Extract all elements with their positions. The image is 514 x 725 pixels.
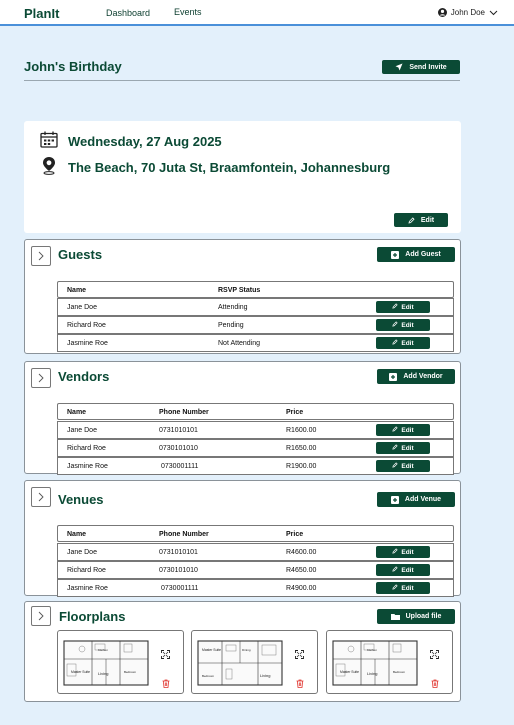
- edit-label: Edit: [401, 566, 414, 574]
- edit-label: Edit: [401, 584, 414, 592]
- table-row: [57, 316, 454, 334]
- vendors-title: Vendors: [58, 369, 110, 384]
- column-header-price: Price: [286, 531, 304, 538]
- event-title: John's Birthday: [24, 59, 122, 74]
- table-row: [57, 298, 454, 316]
- plan-room-label: Bedroom: [124, 670, 137, 674]
- expand-icon[interactable]: [295, 646, 304, 664]
- edit-vendor-button[interactable]: [376, 442, 430, 454]
- guests-title: Guests: [58, 247, 103, 262]
- chevron-right-icon: [38, 373, 44, 383]
- pencil-icon: [392, 566, 398, 574]
- table-row: [57, 543, 454, 561]
- floorplan-card[interactable]: [326, 630, 453, 694]
- user-menu[interactable]: [438, 8, 498, 17]
- edit-vendor-button[interactable]: [376, 460, 430, 472]
- plus-square-icon: [389, 373, 397, 381]
- venue-phone: 0730101010: [159, 567, 198, 574]
- edit-venue-button[interactable]: [376, 546, 430, 558]
- vendor-name: Jasmine Roe: [67, 463, 108, 470]
- send-icon: [395, 63, 403, 71]
- vendor-price: R1600.00: [286, 427, 317, 434]
- expand-icon[interactable]: [161, 646, 170, 664]
- nav-link-events[interactable]: Events: [174, 7, 202, 17]
- add-vendor-button[interactable]: [377, 369, 455, 384]
- plan-room-label: Living: [367, 671, 378, 676]
- venues-section: [24, 480, 461, 596]
- event-location-row: [40, 156, 390, 178]
- floorplan-thumbnail: [196, 637, 284, 691]
- vendor-phone: 0731010101: [159, 427, 198, 434]
- chevron-down-icon: [489, 10, 498, 16]
- app-logo[interactable]: PlanIt: [24, 6, 60, 21]
- edit-label: Edit: [401, 339, 414, 347]
- vendors-collapse-toggle[interactable]: [31, 368, 51, 388]
- edit-event-label: Edit: [420, 216, 435, 224]
- folder-icon: [391, 613, 400, 620]
- event-date: Wednesday, 27 Aug 2025: [68, 133, 222, 149]
- title-divider: [24, 80, 460, 81]
- table-row: [57, 334, 454, 352]
- pencil-icon: [392, 339, 398, 347]
- add-venue-label: Add Venue: [404, 496, 442, 503]
- plan-room-label: Master Suite: [71, 670, 91, 674]
- pencil-icon: [392, 444, 398, 452]
- floorplan-card[interactable]: [57, 630, 184, 694]
- chevron-right-icon: [38, 492, 44, 502]
- table-row: [57, 457, 454, 475]
- guests-section: [24, 239, 461, 354]
- table-row: [57, 561, 454, 579]
- table-header: [57, 403, 454, 420]
- table-row: [57, 579, 454, 597]
- column-header-phone: Phone Number: [159, 531, 209, 538]
- table-header: [57, 525, 454, 542]
- venue-phone: 0730001111: [161, 585, 199, 592]
- vendor-name: Richard Roe: [67, 445, 106, 452]
- floorplans-collapse-toggle[interactable]: [31, 606, 51, 626]
- add-vendor-label: Add Vendor: [403, 373, 443, 380]
- edit-label: Edit: [401, 321, 414, 329]
- plus-square-icon: [391, 496, 399, 504]
- edit-label: Edit: [401, 444, 414, 452]
- expand-icon[interactable]: [430, 646, 439, 664]
- plan-room-label: Dining: [242, 648, 251, 652]
- venue-phone: 0731010101: [159, 549, 198, 556]
- floorplan-thumbnail: [331, 637, 419, 691]
- plan-room-label: Master Suite: [202, 648, 222, 652]
- edit-guest-button[interactable]: [376, 301, 430, 313]
- plan-room-label: Living: [260, 673, 271, 678]
- nav-link-dashboard[interactable]: Dashboard: [106, 8, 151, 18]
- user-name: John Doe: [450, 8, 485, 17]
- table-row: [57, 439, 454, 457]
- add-guest-button[interactable]: [377, 247, 455, 262]
- add-guest-label: Add Guest: [405, 251, 441, 258]
- column-header-price: Price: [286, 409, 304, 416]
- chevron-right-icon: [38, 251, 44, 261]
- pencil-icon: [392, 426, 398, 434]
- venue-price: R4650.00: [286, 567, 317, 574]
- plan-room-label: Living: [98, 671, 109, 676]
- pencil-icon: [392, 462, 398, 470]
- upload-file-label: Upload file: [405, 613, 442, 620]
- venue-name: Jasmine Roe: [67, 585, 108, 592]
- column-header-name: Name: [67, 287, 87, 294]
- edit-label: Edit: [401, 462, 414, 470]
- top-nav-bar: [0, 0, 514, 26]
- edit-label: Edit: [401, 426, 414, 434]
- venues-title: Venues: [58, 492, 104, 507]
- column-header-name: Name: [67, 409, 87, 416]
- floorplans-title: Floorplans: [59, 609, 126, 624]
- guest-name: Jasmine Roe: [67, 340, 108, 347]
- edit-guest-button[interactable]: [376, 319, 430, 331]
- event-date-row: [40, 131, 222, 151]
- venue-price: R4600.00: [286, 549, 317, 556]
- guests-collapse-toggle[interactable]: [31, 246, 51, 266]
- vendor-phone: 0730101010: [159, 445, 198, 452]
- trash-icon[interactable]: [162, 675, 170, 693]
- plan-room-label: Kitchen: [367, 648, 378, 652]
- edit-vendor-button[interactable]: [376, 424, 430, 436]
- trash-icon[interactable]: [296, 675, 304, 693]
- column-header-rsvp: RSVP Status: [218, 287, 261, 294]
- plan-room-label: Kitchen: [98, 648, 109, 652]
- guest-rsvp-status: Pending: [218, 322, 244, 329]
- send-invite-label: Send Invite: [409, 63, 447, 71]
- plan-room-label: Master Suite: [340, 670, 360, 674]
- edit-event-button[interactable]: [394, 213, 448, 227]
- edit-venue-button[interactable]: [376, 564, 430, 576]
- send-invite-button[interactable]: [382, 60, 460, 74]
- plan-room-label: Bedroom: [393, 670, 406, 674]
- table-header: [57, 281, 454, 298]
- event-location: The Beach, 70 Juta St, Braamfontein, Johannesburg: [68, 159, 391, 175]
- venues-collapse-toggle[interactable]: [31, 487, 51, 507]
- venue-name: Jane Doe: [67, 549, 97, 556]
- vendor-price: R1650.00: [286, 445, 317, 452]
- plus-square-icon: [391, 251, 399, 259]
- plan-room-label: Bedroom: [202, 674, 215, 678]
- vendor-name: Jane Doe: [67, 427, 97, 434]
- trash-icon[interactable]: [431, 675, 439, 693]
- guest-rsvp-status: Attending: [218, 304, 248, 311]
- pencil-icon: [392, 321, 398, 329]
- pencil-icon: [408, 217, 415, 224]
- guest-name: Richard Roe: [67, 322, 106, 329]
- vendors-section: [24, 361, 461, 474]
- pencil-icon: [392, 303, 398, 311]
- calendar-icon: [40, 131, 58, 151]
- table-row: [57, 421, 454, 439]
- add-venue-button[interactable]: [377, 492, 455, 507]
- column-header-phone: Phone Number: [159, 409, 209, 416]
- upload-file-button[interactable]: [377, 609, 455, 624]
- column-header-name: Name: [67, 531, 87, 538]
- floorplan-thumbnail: [62, 637, 150, 691]
- floorplan-card[interactable]: [191, 630, 318, 694]
- edit-label: Edit: [401, 548, 414, 556]
- edit-venue-button[interactable]: [376, 582, 430, 594]
- vendor-phone: 0730001111: [161, 463, 199, 470]
- pencil-icon: [392, 548, 398, 556]
- venue-name: Richard Roe: [67, 567, 106, 574]
- chevron-right-icon: [38, 611, 44, 621]
- vendor-price: R1900.00: [286, 463, 317, 470]
- guest-name: Jane Doe: [67, 304, 97, 311]
- venue-price: R4900.00: [286, 585, 317, 592]
- pencil-icon: [392, 584, 398, 592]
- guest-rsvp-status: Not Attending: [218, 340, 261, 347]
- map-pin-icon: [40, 156, 58, 178]
- edit-label: Edit: [401, 303, 414, 311]
- user-circle-icon: [438, 8, 447, 17]
- edit-guest-button[interactable]: [376, 337, 430, 349]
